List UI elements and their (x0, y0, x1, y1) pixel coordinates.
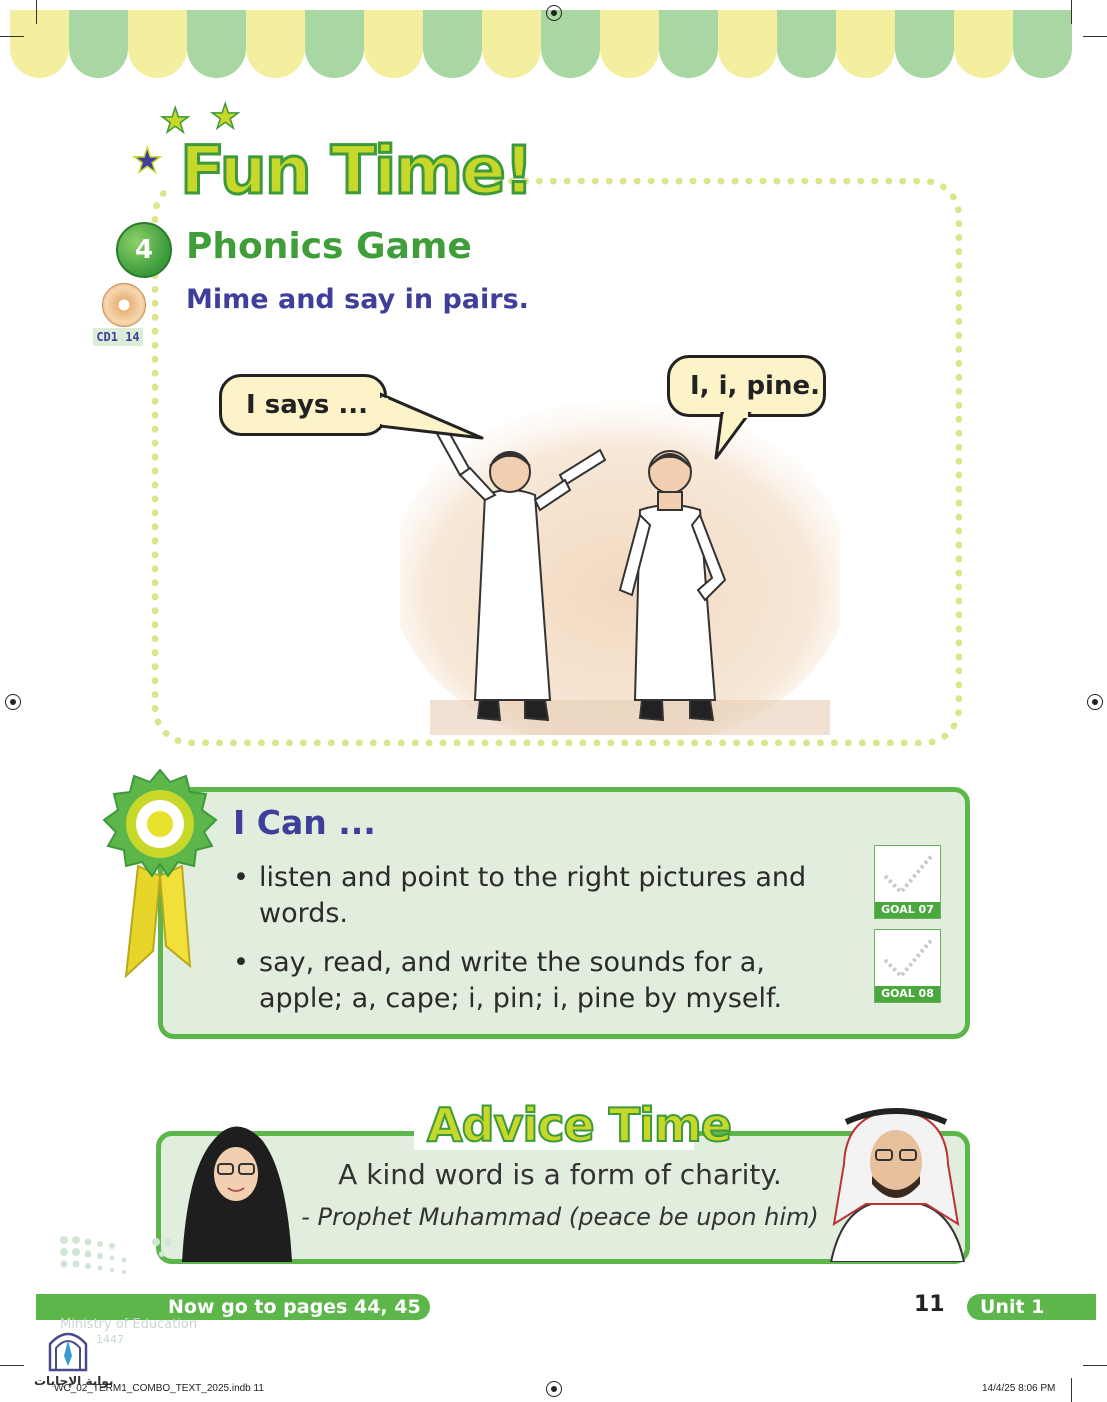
crop-mark (1083, 1365, 1107, 1366)
speech-bubble-left-text: I says ... (246, 390, 369, 420)
scallop (600, 10, 659, 78)
speech-bubble-right-text: I, i, pine. (690, 371, 820, 401)
scalloped-banner (10, 10, 1072, 78)
boys-miming-illustration (400, 400, 840, 735)
star-icon: ★ (132, 141, 163, 181)
page-number: 11 (914, 1292, 945, 1317)
crop-mark (0, 1365, 24, 1366)
scallop (482, 10, 541, 78)
decorative-dots (58, 1234, 188, 1280)
registration-mark-icon (546, 1381, 562, 1397)
scallop (364, 10, 423, 78)
registration-mark-icon (5, 694, 21, 710)
speech-bubble-right-tail (712, 412, 762, 462)
speech-bubble-left-tail (380, 392, 490, 442)
print-stamp: 14/4/25 8:06 PM (982, 1383, 1056, 1394)
activity-number-badge: 4 (116, 222, 172, 278)
year-watermark: 1447 (96, 1333, 124, 1346)
registration-mark-icon (546, 5, 562, 21)
bullet-icon: • (233, 862, 249, 893)
i-can-item (233, 860, 833, 932)
i-can-title: I Can ... (233, 803, 376, 842)
scallop (305, 10, 364, 78)
scallop (718, 10, 777, 78)
crop-mark (1071, 1378, 1072, 1402)
crop-mark (1083, 36, 1107, 37)
goal-checkbox[interactable] (874, 845, 941, 919)
scallop (777, 10, 836, 78)
scallop (246, 10, 305, 78)
star-icon: ★ (160, 101, 191, 141)
ministry-watermark: Ministry of Education (60, 1317, 198, 1332)
scallop (895, 10, 954, 78)
activity-instruction: Mime and say in pairs. (186, 284, 529, 315)
scallop (1013, 10, 1072, 78)
goal-label: GOAL 07 (875, 902, 940, 918)
scallop (423, 10, 482, 78)
i-can-item-text: listen and point to the right pictures and words. (259, 862, 807, 929)
advice-author: - Prophet Muhammad (peace be upon him) (301, 1203, 819, 1231)
scallop (659, 10, 718, 78)
ministry-logo-icon (46, 1326, 90, 1372)
scallop (128, 10, 187, 78)
man-figure-illustration (826, 1104, 966, 1262)
goal-label: GOAL 08 (875, 986, 940, 1002)
crop-mark (36, 0, 37, 24)
i-can-item-text: say, read, and write the sounds for a, apple; a, cape; i, pin; i, pine by myself. (259, 947, 783, 1014)
scallop (954, 10, 1013, 78)
section-banner-title: Fun Time! (180, 132, 533, 209)
check-icon (875, 930, 939, 986)
unit-label: Unit 1 (980, 1296, 1045, 1318)
check-icon (875, 846, 939, 902)
file-name-slug: WC_02_TERM1_COMBO_TEXT_2025.indb 11 (54, 1383, 264, 1394)
registration-mark-icon (1087, 694, 1103, 710)
activity-title: Phonics Game (186, 226, 472, 267)
scallop (836, 10, 895, 78)
site-watermark: بوابة الإجابات (34, 1374, 114, 1388)
audio-track-label: CD1 14 (93, 328, 143, 346)
scallop (10, 10, 69, 78)
i-can-item (233, 945, 833, 1017)
bullet-icon: • (233, 947, 249, 978)
speech-bubble-right (667, 355, 826, 417)
star-icon: ★ (210, 97, 241, 137)
award-ribbon-icon (98, 766, 222, 986)
advice-title: Advice Time (427, 1098, 732, 1152)
next-pages-link[interactable]: Now go to pages 44, 45 (168, 1296, 421, 1318)
advice-quote: A kind word is a form of charity. (338, 1158, 782, 1191)
cd-icon[interactable] (102, 283, 146, 327)
crop-mark (0, 36, 24, 37)
crop-mark (1071, 0, 1072, 24)
goal-checkbox[interactable] (874, 929, 941, 1003)
scallop (187, 10, 246, 78)
speech-bubble-left (219, 374, 387, 436)
scallop (69, 10, 128, 78)
